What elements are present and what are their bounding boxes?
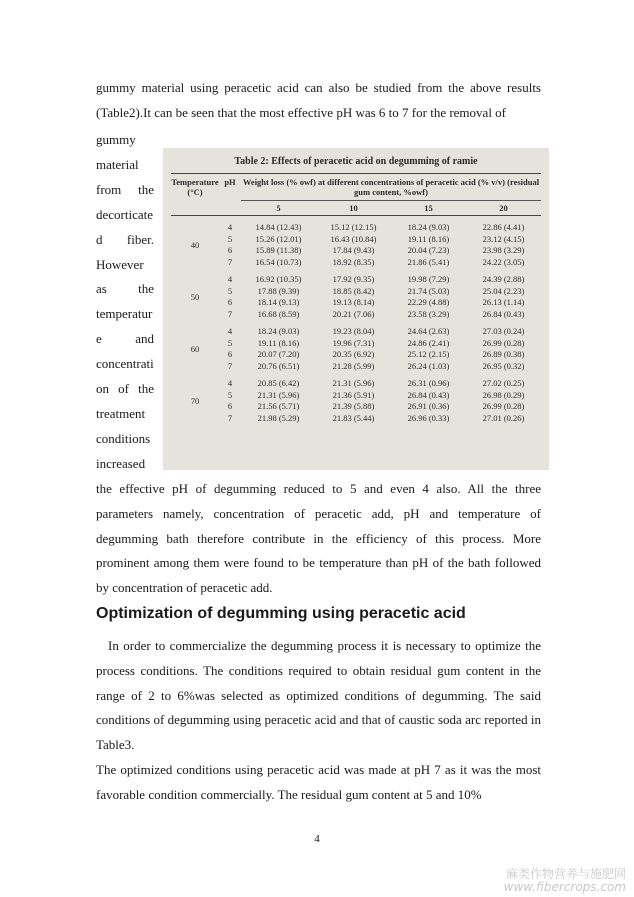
- table-cell: 26.13 (1.14): [482, 297, 525, 307]
- table-cell: 18.24 (9.03): [407, 222, 450, 232]
- wrapped-line: on of the: [96, 381, 154, 397]
- table-cell: 21.74 (5.03): [407, 285, 450, 296]
- table-cell: 16.92 (10.35): [255, 274, 302, 284]
- wrapped-line: temperatur: [96, 306, 153, 322]
- table-cell: 17.88 (9.39): [257, 285, 300, 296]
- table-cell: 26.89 (0.38): [482, 349, 525, 359]
- table-cell: 21.36 (5.91): [332, 389, 375, 400]
- table-cell: 20.07 (7.20): [257, 349, 300, 359]
- header-temperature: Temperature (°C): [171, 177, 219, 197]
- watermark-logo: 麻类作物营养与施肥网: [505, 867, 626, 881]
- wrapped-text-column: [96, 128, 154, 477]
- table-cell: 20.76 (6.51): [257, 360, 300, 371]
- ph-value: 5: [227, 389, 233, 400]
- table-cell: 16.43 (10.84): [330, 233, 377, 244]
- table-cell: 15.89 (11.38): [255, 245, 302, 255]
- temperature-group: [171, 326, 541, 372]
- table-cell: 16.54 (10.73): [255, 256, 302, 267]
- ph-value: 5: [227, 233, 233, 244]
- wrapped-line: d fiber.: [96, 231, 154, 247]
- table-cell: 15.12 (12.15): [330, 222, 377, 232]
- page-number: 4: [314, 833, 320, 845]
- table-cell: 24.39 (2.88): [482, 274, 525, 284]
- table-row: [219, 257, 541, 269]
- temperature-value: 70: [190, 396, 200, 406]
- wrapped-line: However: [96, 256, 144, 272]
- table-cell: 26.84 (0.43): [407, 389, 450, 400]
- wrapped-line: treatment: [96, 405, 146, 421]
- concentration-label: 20: [499, 203, 508, 213]
- table-cell: 23.98 (3.29): [482, 245, 525, 255]
- ph-value: 6: [227, 401, 233, 411]
- table-cell: 19.11 (8.16): [257, 337, 300, 348]
- ph-value: 7: [227, 308, 233, 319]
- table-cell: 21.31 (5.96): [257, 389, 300, 400]
- table-row: [219, 245, 541, 257]
- temperature-value: 50: [190, 292, 200, 302]
- table-cell: 17.92 (9.35): [332, 274, 375, 284]
- ph-value: 7: [227, 256, 233, 267]
- paragraph-last: The optimized conditions using peracetic acid was made at pH 7 as it was the most favorable condition commercially. The residual gum content at 5 and 10%: [96, 762, 541, 802]
- ph-value: 7: [227, 360, 233, 371]
- table-cell: 19.23 (8.04): [332, 326, 375, 336]
- table-cell: 21.31 (5.96): [332, 378, 375, 388]
- table-cell: 18.92 (8.35): [332, 256, 375, 267]
- table-cell: 19.96 (7.31): [332, 337, 375, 348]
- table-cell: 21.83 (5.44): [332, 412, 375, 423]
- table-cell: 18.14 (9.13): [257, 297, 300, 307]
- section-heading: Optimization of degumming using peracetic acid: [96, 605, 466, 622]
- table-caption: Table 2: Effects of peracetic acid on degumming of ramie: [234, 156, 478, 167]
- table-cell: 27.02 (0.25): [482, 378, 525, 388]
- ph-value: 4: [227, 326, 233, 336]
- temperature-value: 40: [190, 240, 200, 250]
- table-row: [219, 309, 541, 321]
- table-cell: 18.85 (8.42): [332, 285, 375, 296]
- table-cell: 20.21 (7.06): [332, 308, 375, 319]
- table-2-image: [163, 148, 549, 470]
- table-row: [219, 338, 541, 350]
- table-cell: 15.26 (12.01): [255, 233, 302, 244]
- concentration-label: 10: [349, 203, 358, 213]
- table-cell: 16.68 (8.59): [257, 308, 300, 319]
- wrapped-line: from the: [96, 181, 154, 197]
- table-cell: 21.39 (5.88): [332, 401, 375, 411]
- table-cell: 26.95 (0.32): [482, 360, 525, 371]
- table-cell: 26.84 (0.43): [482, 308, 525, 319]
- table-cell: 21.86 (5.41): [407, 256, 450, 267]
- header-ph: pH: [224, 177, 236, 187]
- ph-value: 6: [227, 297, 233, 307]
- table-cell: 22.29 (4.88): [407, 297, 450, 307]
- table-cell: 24.86 (2.41): [407, 337, 450, 348]
- wrapped-line: material: [96, 156, 139, 172]
- concentration-label: 15: [424, 203, 433, 213]
- ph-value: 4: [227, 378, 233, 388]
- table-rule: [171, 215, 541, 216]
- table-row: [219, 361, 541, 373]
- temperature-group: [171, 274, 541, 320]
- ph-value: 4: [227, 222, 233, 232]
- table-row: [219, 378, 541, 390]
- ph-value: 5: [227, 285, 233, 296]
- table-cell: 19.13 (8.14): [332, 297, 375, 307]
- table-cell: 24.64 (2.63): [407, 326, 450, 336]
- wrapped-line: as the: [96, 281, 154, 297]
- wrapped-line: conditions: [96, 430, 151, 446]
- table-row: [219, 234, 541, 246]
- ph-value: 5: [227, 337, 233, 348]
- table-header: [171, 174, 541, 200]
- table-row: [219, 349, 541, 361]
- table-cell: 20.85 (6.42): [257, 378, 300, 388]
- table-cell: 21.56 (5.71): [257, 401, 300, 411]
- table-cell: 24.22 (3.05): [482, 256, 525, 267]
- watermark-url: www.fibercrops.com: [503, 880, 626, 894]
- table-cell: 21.98 (5.29): [257, 412, 300, 423]
- table-cell: 19.11 (8.16): [407, 233, 450, 244]
- temperature-value: 60: [190, 344, 200, 354]
- ph-value: 6: [227, 349, 233, 359]
- table-cell: 26.99 (0.28): [482, 401, 525, 411]
- table-row: [219, 413, 541, 425]
- temperature-group: [171, 378, 541, 424]
- table-cell: 19.98 (7.29): [407, 274, 450, 284]
- table-cell: 27.03 (0.24): [482, 326, 525, 336]
- concentration-label: 5: [276, 203, 281, 213]
- wrapped-line: concentrati: [96, 356, 154, 372]
- table-cell: 18.24 (9.03): [257, 326, 300, 336]
- ph-value: 6: [227, 245, 233, 255]
- table-cell: 26.31 (0.96): [407, 378, 450, 388]
- table-cell: 22.86 (4.41): [482, 222, 525, 232]
- table-row: [219, 326, 541, 338]
- table-row: [219, 401, 541, 413]
- table-cell: 20.35 (6.92): [332, 349, 375, 359]
- concentration-header: [241, 200, 541, 215]
- table-cell: 26.91 (0.36): [407, 401, 450, 411]
- wrapped-line: increased: [96, 455, 146, 471]
- table-cell: 26.99 (0.28): [482, 337, 525, 348]
- ph-value: 4: [227, 274, 233, 284]
- table-row: [219, 297, 541, 309]
- table-cell: 23.58 (3.29): [407, 308, 450, 319]
- table-cell: 20.04 (7.23): [407, 245, 450, 255]
- paragraph-optimization: In order to commercialize the degumming process it is necessary to optimize the process conditions. The conditions required to obtain residual gum content in the range of 2 to 6%was selected as optimized conditions of degumming. The said conditions of degumming using peracetic acid and that of caustic soda arc reported in Table3.: [96, 638, 541, 753]
- table-cell: 14.84 (12.43): [255, 222, 302, 232]
- header-weight-loss: Weight loss (% owf) at different concentrations of peracetic acid (% v/v) (residual gum content, %owf): [242, 177, 540, 197]
- ph-value: 7: [227, 412, 233, 423]
- table-cell: 23.12 (4.15): [482, 233, 525, 244]
- wrapped-line: gummy: [96, 132, 136, 147]
- table-row: [219, 390, 541, 402]
- paragraph-intro: gummy material using peracetic acid can also be studied from the above results (Table2).It can be seen that the most effective pH was 6 to 7 for the removal of: [96, 80, 541, 120]
- table-cell: 26.24 (1.03): [407, 360, 450, 371]
- temperature-group: [171, 222, 541, 268]
- wrapped-line: e and: [96, 331, 154, 347]
- table-cell: 21.28 (5.99): [332, 360, 375, 371]
- table-row: [219, 274, 541, 286]
- table-row: [219, 222, 541, 234]
- table-cell: 25.12 (2.15): [407, 349, 450, 359]
- table-body: [171, 222, 541, 424]
- table-cell: 17.84 (9.43): [332, 245, 375, 255]
- table-cell: 26.98 (0.29): [482, 389, 525, 400]
- paragraph-after-table: the effective pH of degumming reduced to 5 and even 4 also. All the three parameters namely, concentration of peracetic add, pH and temperature of degumming bath therefore contribute in the efficiency of this process. More prominent among them were found to be temperature than pH of the bath followed by concentration of peracetic add.: [96, 481, 541, 596]
- table-cell: 27.01 (0.26): [482, 412, 525, 423]
- table-cell: 26.96 (0.33): [407, 412, 450, 423]
- wrapped-line: decorticate: [96, 206, 154, 222]
- table-cell: 25.04 (2.23): [482, 285, 525, 296]
- table-row: [219, 286, 541, 298]
